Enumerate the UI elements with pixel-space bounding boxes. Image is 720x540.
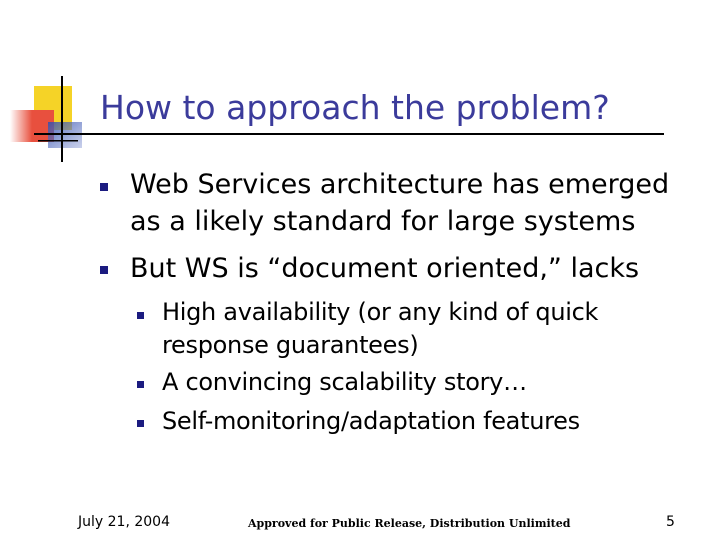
- bullet-text: Web Services architecture has emerged as a likely standard for large systems: [130, 169, 670, 237]
- slide-decoration-graphic: [0, 0, 110, 170]
- bullet-marker: [100, 266, 108, 274]
- page-number: 5: [666, 514, 675, 530]
- sub-bullet-text: Self-monitoring/adaptation features: [162, 407, 580, 435]
- sub-bullet-marker: [137, 381, 144, 388]
- slide-title: How to approach the problem?: [100, 88, 610, 127]
- footer-notice: Approved for Public Release, Distribution Unlimited: [248, 517, 571, 530]
- title-divider: [34, 133, 664, 135]
- bullet-text: But WS is “document oriented,” lacks: [130, 253, 640, 284]
- footer-date: July 21, 2004: [78, 514, 170, 530]
- sub-bullet-text: High availability (or any kind of quick response guarantees): [162, 298, 599, 359]
- bullet-marker: [100, 183, 108, 191]
- sub-bullet-marker: [137, 420, 144, 427]
- sub-bullet-text: A convincing scalability story…: [162, 368, 527, 396]
- sub-bullet-marker: [137, 312, 144, 319]
